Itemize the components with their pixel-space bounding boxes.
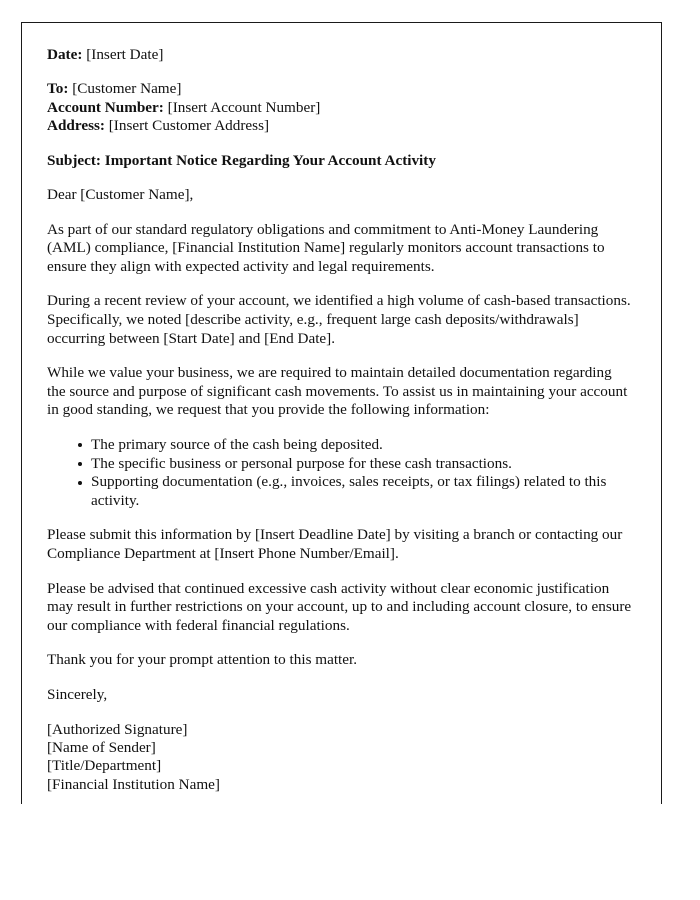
recipient-account-value: [Insert Account Number] xyxy=(167,98,321,116)
recipient-to-label: To: xyxy=(47,80,69,98)
paragraph-review-findings: During a recent review of your account, we identified a high volume of cash-based transactions. Specifically, we noted [describe activity, e.g., frequent large cash deposits/withdrawals] occurring between [Start Date] and [End Date]. xyxy=(47,292,631,347)
signature-authorized: [Authorized Signature] xyxy=(47,720,188,738)
paragraph-thank-you: Thank you for your prompt attention to this matter. xyxy=(47,651,358,669)
recipient-account-label: Account Number: xyxy=(47,98,164,116)
date-block xyxy=(47,46,633,64)
paragraph-aml-compliance: As part of our standard regulatory obligations and commitment to Anti-Money Laundering (AML) compliance, [Financial Institution Name] regularly monitors account transactions to ensure they align with expected activity and legal requirements. xyxy=(47,220,605,275)
date-line xyxy=(47,46,633,64)
closing-salutation: Sincerely, xyxy=(47,685,108,703)
date-value: [Insert Date] xyxy=(86,46,164,63)
requested-information-list xyxy=(47,436,633,510)
list-item: The specific business or personal purpose for these cash transactions. xyxy=(91,455,633,474)
signature-title-department: [Title/Department] xyxy=(47,757,162,775)
recipient-to-line xyxy=(47,80,633,98)
list-item: Supporting documentation (e.g., invoices, sales receipts, or tax filings) related to this activity. xyxy=(91,473,633,510)
recipient-address-label: Address: xyxy=(47,117,105,135)
recipient-address-line xyxy=(47,117,633,135)
paragraph-submission-deadline: Please submit this information by [Insert Deadline Date] by visiting a branch or contacting our Compliance Department at [Insert Phone Number/Email]. xyxy=(47,526,623,562)
paragraph-advisory-warning: Please be advised that continued excessive cash activity without clear economic justification may result in further restrictions on your account, up to and including account closure, to ensure our compliance with federal financial regulations. xyxy=(47,579,632,634)
signature-block xyxy=(47,721,633,795)
list-item: The primary source of the cash being deposited. xyxy=(91,436,633,455)
signature-institution-name: [Financial Institution Name] xyxy=(47,775,220,793)
recipient-account-line xyxy=(47,99,633,117)
paragraph-documentation-request: While we value your business, we are required to maintain detailed documentation regarding the source and purpose of significant cash movements. To assist us in maintaining your account in good standing, we request that you provide the following information: xyxy=(47,364,628,419)
salutation: Dear [Customer Name], xyxy=(47,186,194,204)
subject-line: Subject: Important Notice Regarding Your Account Activity xyxy=(47,151,436,169)
signature-sender-name: [Name of Sender] xyxy=(47,738,156,756)
date-label: Date: xyxy=(47,46,83,63)
recipient-to-value: [Customer Name] xyxy=(72,80,182,98)
recipient-address-value: [Insert Customer Address] xyxy=(108,117,270,135)
letter-body xyxy=(47,46,633,794)
recipient-block xyxy=(47,80,633,135)
